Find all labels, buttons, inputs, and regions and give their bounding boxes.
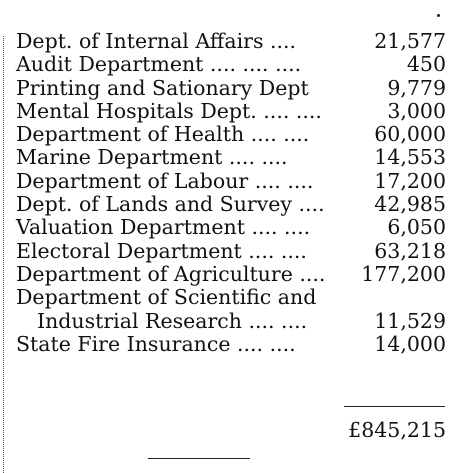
row-label: Department of Agriculture ....: [16, 261, 326, 286]
column-rule: [3, 36, 4, 473]
row-amount: 21,577: [374, 29, 446, 53]
row-amount: 14,000: [374, 331, 446, 356]
table-row: [16, 333, 446, 356]
row-label: Industrial Research .... ....: [37, 308, 308, 333]
row-amount: 11,529: [374, 308, 446, 333]
row-label: Printing and Sationary Dept: [16, 75, 309, 100]
table-row: [16, 53, 446, 76]
row-amount: 177,200: [361, 261, 446, 286]
row-label: Dept. of Internal Affairs ....: [16, 29, 297, 53]
section-divider: [148, 458, 250, 459]
table-row: [16, 240, 446, 263]
table-row: [16, 286, 446, 309]
table-row: [16, 193, 446, 216]
row-amount: 6,050: [387, 215, 446, 240]
table-row: [16, 146, 446, 169]
row-label: Department of Health .... ....: [16, 122, 310, 147]
table-row: [16, 263, 446, 286]
total-rule: [344, 406, 445, 407]
table-row: [16, 77, 446, 100]
table-row: [16, 100, 446, 123]
table-row: [16, 170, 446, 193]
row-amount: 9,779: [387, 75, 446, 100]
table-row: [16, 310, 446, 333]
row-amount: 17,200: [374, 168, 446, 193]
print-speck: [437, 14, 440, 17]
row-amount: 450: [406, 52, 446, 77]
row-label: State Fire Insurance .... ....: [16, 331, 296, 356]
row-amount: 60,000: [374, 122, 446, 147]
row-label: Department of Labour .... ....: [16, 168, 314, 193]
row-amount: 63,218: [374, 238, 446, 263]
row-amount: 42,985: [374, 192, 446, 217]
table-row: [16, 30, 446, 53]
table-row: [16, 216, 446, 239]
row-label: Electoral Department .... ....: [16, 238, 307, 263]
row-label: Valuation Department .... ....: [16, 215, 311, 240]
row-amount: 14,553: [374, 145, 446, 170]
row-label: Marine Department .... ....: [16, 145, 288, 170]
table-row: [16, 123, 446, 146]
row-label: Audit Department .... .... ....: [16, 52, 302, 77]
row-amount: 3,000: [387, 98, 446, 123]
grand-total: £845,215: [348, 418, 446, 442]
row-label: Mental Hospitals Dept. .... ....: [16, 98, 322, 123]
appropriation-list: [16, 30, 446, 356]
row-label: Dept. of Lands and Survey ....: [16, 192, 325, 217]
row-label: Department of Scientific and: [16, 285, 317, 310]
